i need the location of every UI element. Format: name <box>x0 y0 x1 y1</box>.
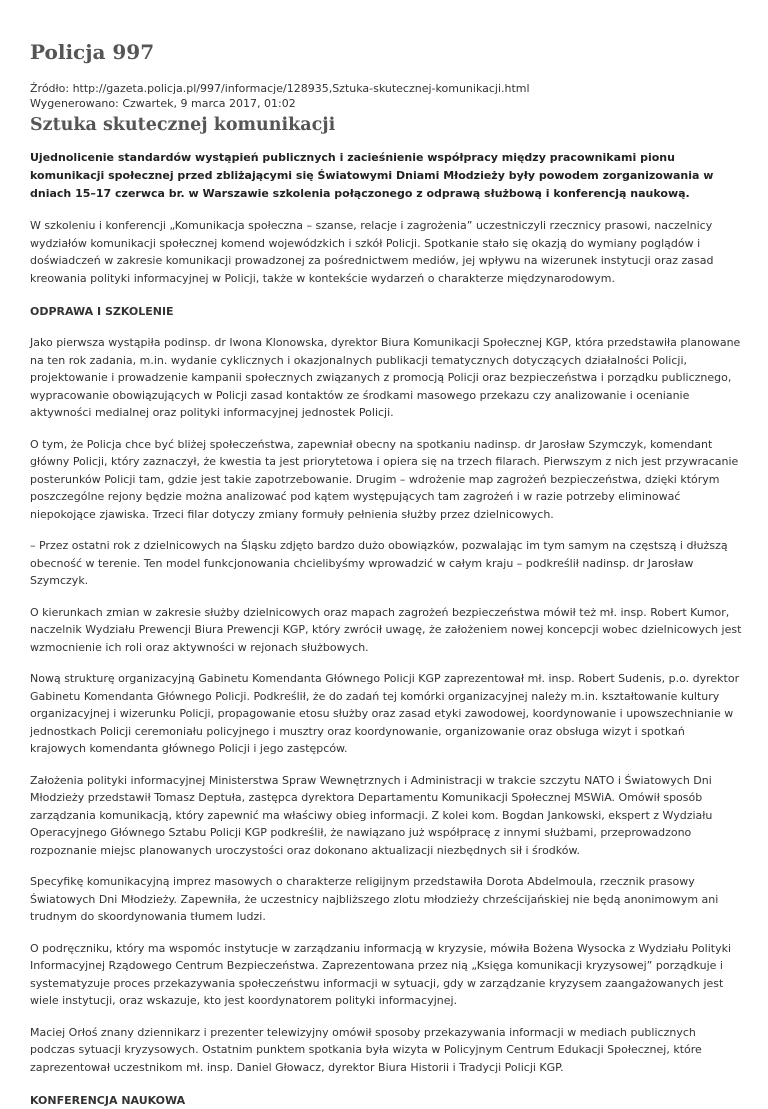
generated-line: Wygenerowano: Czwartek, 9 marca 2017, 01:02 <box>30 97 296 110</box>
article-paragraph: Nową strukturę organizacyjną Gabinetu Komendanta Głównego Policji KGP zaprezentował mł. insp. Robert Sudenis, p.o. dyrektor Gabinetu Komendanta Głównego Policji. Podkreślił, że do zadań tej komórki organizacyjnej należy m.in. kształtowanie kultury organizacyjnej i wizerunku Policji, propagowanie etosu służby oraz zasad etyki zawodowej, koordynowanie i upowszechnianie w jednostkach Policji ceremoniału policyjnego i musztry oraz koordynowanie, organizowanie oraz obsługa wizyt i spotkań krajowych komendanta głównego Policji i jego zastępców. <box>30 672 740 755</box>
section-heading-odprawa: ODPRAWA I SZKOLENIE <box>30 305 174 318</box>
document-meta <box>30 81 742 111</box>
article-paragraph: Jako pierwsza wystąpiła podinsp. dr Iwona Klonowska, dyrektor Biura Komunikacji Społecznej KGP, która przedstawiła planowane na ten rok zadania, m.in. wydanie cyklicznych i okazjonalnych publikacji tematycznych dotyczących działalności Policji, projektowanie i prowadzenie kampanii społecznych związanych z promocją Policji oraz bezpieczeństwa i porządku publicznego, wypracowanie obowiązujących w Policji zasad kontaktów ze środkami masowego przekazu czy analizowanie i ocenianie aktywności medialnej oraz polityki informacyjnej jednostek Policji. <box>30 336 741 419</box>
article-paragraph: – Przez ostatni rok z dzielnicowych na Śląsku zdjęto bardzo dużo obowiązków, pozwalając im tym samym na częstszą i dłuższą obecność w terenie. Ten model funkcjonowania chcielibyśmy wprowadzić w całym kraju – podkreślił nadinsp. dr Jarosław Szymczyk. <box>30 539 728 587</box>
article-lead: Ujednolicenie standardów wystąpień publicznych i zacieśnienie współpracy między pracownikami pionu komunikacji społecznej przed zbliżającymi się Światowymi Dniami Młodzieży były powodem zorganizowania w dniach 15–17 czerwca br. w Warszawie szkolenia połączonego z odprawą służbową i konferencją naukową. <box>30 151 714 200</box>
section-heading-konferencja: KONFERENCJA NAUKOWA <box>30 1094 186 1107</box>
article-title: Sztuka skutecznej komunikacji <box>30 115 336 135</box>
article-paragraph: Maciej Orłoś znany dziennikarz i prezenter telewizyjny omówił sposoby przekazywania informacji w mediach publicznych podczas sytuacji kryzysowych. Ostatnim punktem spotkania była wizyta w Policyjnym Centrum Edukacji Społecznej, które zaprezentował uczestnikom mł. insp. Daniel Głowacz, dyrektor Biura Historii i Tradycji Policji KGP. <box>30 1025 702 1074</box>
article-paragraph: O kierunkach zmian w zakresie służby dzielnicowych oraz mapach zagrożeń bezpieczeństwa mówił też mł. insp. Robert Kumor, naczelnik Wydziału Prewencji Biura Prewencji KGP, który zwrócił uwagę, że założeniem nowej koncepcji wobec dzielnicowych jest wzmocnienie ich roli oraz aktywności w rejonach służbowych. <box>30 605 742 654</box>
document-page <box>30 40 742 1109</box>
article-intro: W szkoleniu i konferencji „Komunikacja społeczna – szanse, relacje i zagrożenia” uczestniczyli rzecznicy prasowi, naczelnicy wydziałów komunikacji społecznej komend wojewódzkich i szkół Policji. Spotkanie stało się okazją do wymiany poglądów i doświadczeń w zakresie komunikacji prowadzonej za pośrednictwem mediów, jej wpływu na wizerunek instytucji oraz zasad kreowania polityki informacyjnej w Policji, także w kontekście wydarzeń o charakterze międzynarodowym. <box>30 219 714 285</box>
article-paragraph: O tym, że Policja chce być bliżej społeczeństwa, zapewniał obecny na spotkaniu nadinsp. dr Jarosław Szymczyk, komendant główny Policji, który zaznaczył, że kwestia ta jest priorytetowa i opiera się na trzech filarach. Pierwszym z nich jest przywracanie posterunków Policji tam, gdzie jest takie zapotrzebowanie. Drugim – wdrożenie map zagrożeń bezpieczeństwa, dzięki którym poszczególne rejony będzie można analizować pod kątem występujących tam zagrożeń i w razie potrzeby eliminować niepokojące zjawiska. Trzeci filar dotyczy zmiany formuły pełnienia służby przez dzielnicowych. <box>30 437 739 521</box>
article-paragraph: Założenia polityki informacyjnej Ministerstwa Spraw Wewnętrznych i Administracji w trakcie szczytu NATO i Światowych Dni Młodzieży przedstawił Tomasz Deptuła, zastępca dyrektora Departamentu Komunikacji Społecznej MSWiA. Omówił sposób zarządzania komunikacją, który zapewnić ma właściwy obieg informacji. Z kolei kom. Bogdan Jankowski, ekspert z Wydziału Operacyjnego Głównego Sztabu Policji KGP podkreślił, że nawiązano już współpracę z innymi służbami, przeprowadzono rozpoznanie miejsc planowanych uroczystości oraz dokonano aktualizacji niezbędnych sił i środków. <box>30 773 713 857</box>
article-paragraph: Specyfikę komunikacyjną imprez masowych o charakterze religijnym przedstawiła Dorota Abdelmoula, rzecznik prasowy Światowych Dni Młodzieży. Zapewniła, że uczestnicy najbliższego zlotu młodzieży chrześcijańskiej nie będą anonimowym ani trudnym do skoordynowania tłumem ludzi. <box>30 875 719 923</box>
article-paragraph: O podręczniku, który ma wspomóc instytucje w zarządzaniu informacją w kryzysie, mówiła Bożena Wysocka z Wydziału Polityki Informacyjnej Rządowego Centrum Bezpieczeństwa. Zaprezentowana przez nią „Księga komunikacji kryzysowej” porządkuje i systematyzuje proces przekazywania społeczeństwu informacji w sytuacji, gdy w zarządzanie kryzysem zaangażowanych jest wiele instytucji, oraz wskazuje, kto jest koordynatorem polityki informacyjnej. <box>30 941 732 1007</box>
source-line: Źródło: http://gazeta.policja.pl/997/informacje/128935,Sztuka-skutecznej-komunikacji.html <box>30 82 530 95</box>
site-title: Policja 997 <box>30 40 155 64</box>
